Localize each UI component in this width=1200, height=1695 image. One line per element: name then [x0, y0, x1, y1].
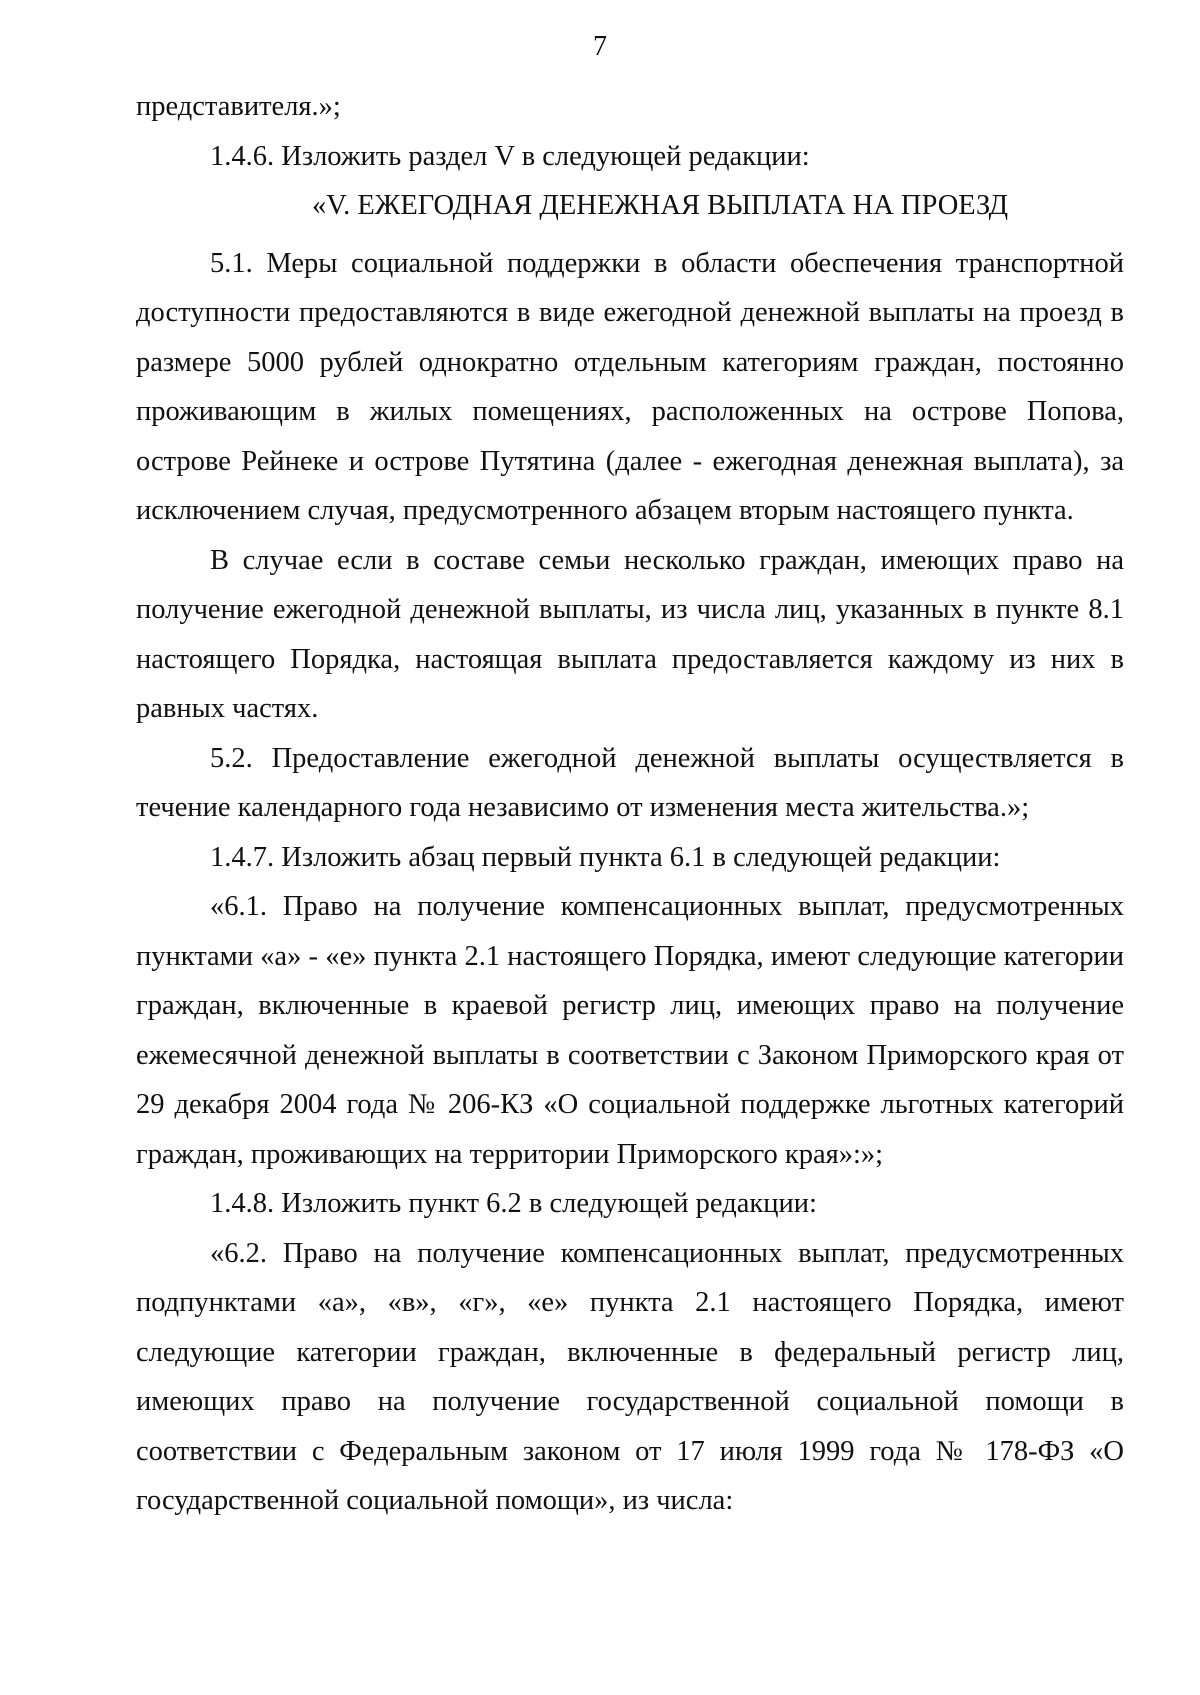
paragraph-continuation: представителя.»;: [136, 91, 341, 122]
paragraph-1-4-8: 1.4.8. Изложить пункт 6.2 в следующей редакции:: [210, 1188, 817, 1219]
document-body: [136, 82, 1124, 1526]
paragraph-1-4-6: 1.4.6. Изложить раздел V в следующей редакции:: [210, 140, 810, 172]
paragraph-5-2: 5.2. Предоставление ежегодной денежной выплаты осуществляется в течение календарного года независимо от изменения места жительства.»;: [136, 742, 1124, 823]
paragraph-6-1: «6.1. Право на получение компенсационных выплат, предусмотренных пунктами «а» - «е» пункта 2.1 настоящего Порядка, имеют следующие категории граждан, включенные в краевой регистр лиц, имеющих право на получение ежемесячной денежной выплаты в соответствии с Законом Приморского края от 29 декабря 2004 года № 206-КЗ «О социальной поддержке льготных категорий граждан, проживающих на территории Приморского края»:»;: [136, 891, 1124, 1170]
paragraph-5-1-second: В случае если в составе семьи несколько граждан, имеющих право на получение ежегодной денежной выплаты, из числа лиц, указанных в пункте 8.1 настоящего Порядка, настоящая выплата предоставляется каждому из них в равных частях.: [136, 544, 1124, 724]
paragraph-5-1: 5.1. Меры социальной поддержки в области обеспечения транспортной доступности предоставляются в виде ежегодной денежной выплаты на проезд в размере 5000 рублей однократно отдельным категориям граждан, постоянно проживающим в жилых помещениях, расположенных на острове Попова, острове Рейнеке и острове Путятина (далее - ежегодная денежная выплата), за исключением случая, предусмотренного абзацем вторым настоящего пункта.: [136, 247, 1124, 526]
paragraph-1-4-7: 1.4.7. Изложить абзац первый пункта 6.1 в следующей редакции:: [210, 841, 1001, 873]
section-heading: «V. ЕЖЕГОДНАЯ ДЕНЕЖНАЯ ВЫПЛАТА НА ПРОЕЗД: [311, 190, 1009, 221]
paragraph-6-2: «6.2. Право на получение компенсационных выплат, предусмотренных подпунктами «а», «в», «г», «е» пункта 2.1 настоящего Порядка, имеют следующие категории граждан, включенные в федеральный регистр лиц, имеющих право на получение государственной социальной помощи в соответствии с Федеральным законом от 17 июля 1999 года № 178-ФЗ «О государственной социальной помощи», из числа:: [136, 1237, 1124, 1516]
page-number: 7: [593, 31, 607, 62]
